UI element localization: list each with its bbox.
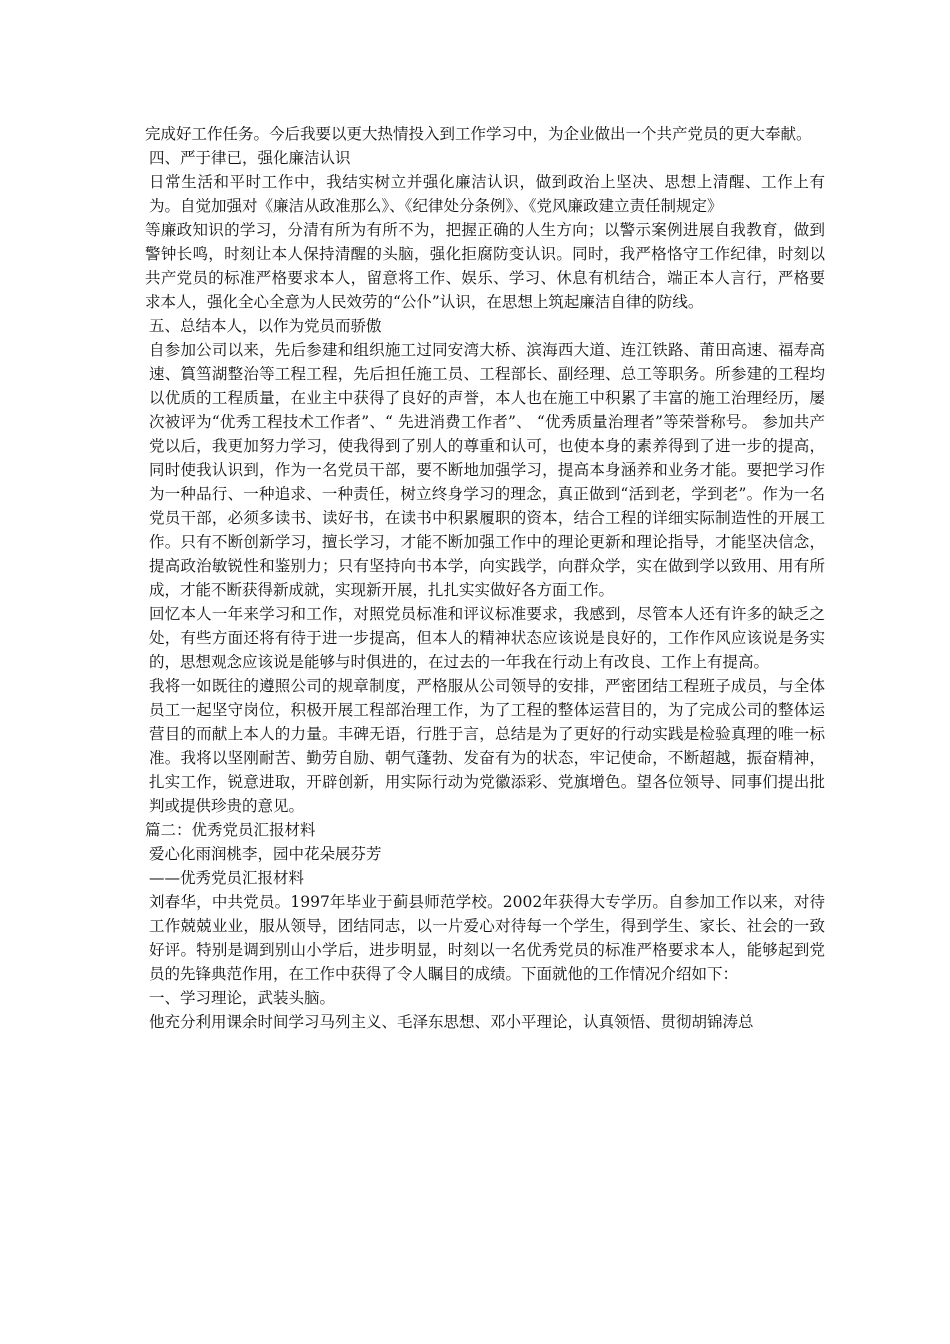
paragraph-year-review: 回忆本人一年来学习和工作，对照党员标准和评议标准要求，我感到，尽管本人还有许多的缺乏之处，有些方面还将有待于进一步提高，但本人的精神状态应该说是良好的，工作作风应该说是务实的，思想观念应该说是能够与时俱进的，在过去的一年我在行动上有改良、工作上有提高。 (149, 605, 825, 671)
section-heading-five: 五、总结本人，以作为党员而骄傲 (149, 317, 382, 335)
paragraph-profile: 刘春华，中共党员。1997年毕业于蓟县师范学校。2002年获得大专学历。自参加工作以来，对待工作兢兢业业，服从领导，团结同志，以一片爱心对待每一个学生，得到学生、家长、社会的一致好评。特别是调到别山小学后，进步明显，时刻以一名优秀党员的标准严格要求本人，能够起到党员的先锋典范作用，在工作中获得了令人瞩目的成绩。下面就他的工作情况介绍如下： (149, 893, 825, 983)
paragraph-commitment: 我将一如既往的遵照公司的规章制度，严格服从公司领导的安排，严密团结工程班子成员，与全体员工一起坚守岗位，积极开展工程部治理工作，为了工程的整体运营目的，为了完成公司的整体运营目的而献上本人的力量。丰碑无语，行胜于言，总结是为了更好的行动实践是检验真理的唯一标准。我将以坚刚耐苦、勤劳自励、朝气蓬勃、发奋有为的状态，牢记使命，不断超越，振奋精神，扎实工作，锐意进取，开辟创新，用实际行动为党徽添彩、党旗增色。望各位领导、同事们提出批判或提供珍贵的意见。 (149, 677, 825, 815)
article-two-subtitle: 爱心化雨润桃李，园中花朵展芬芳 (149, 845, 382, 863)
section-heading-study-theory: 一、学习理论，武装头脑。 (149, 989, 336, 1007)
section-heading-four: 四、严于律已，强化廉洁认识 (149, 149, 351, 167)
paragraph-conclusion-fragment: 完成好工作任务。今后我要以更大热情投入到工作学习中，为企业做出一个共产党员的更大奉献。 (145, 125, 812, 143)
article-two-subheading: ——优秀党员汇报材料 (149, 869, 305, 887)
article-two-title: 篇二：优秀党员汇报材料 (145, 821, 316, 839)
paragraph-work-experience: 自参加公司以来，先后参建和组织施工过同安湾大桥、滨海西大道、连江铁路、莆田高速、福寿高速、篔筜湖整治等工程工程，先后担任施工员、工程部长、副经理、总工等职务。所参建的工程均以优质的工程质量，在业主中获得了良好的声誉，本人也在施工中积累了丰富的施工治理经历，屡次被评为“优秀工程技术工作者”、“ 先进消费工作者”、 “优秀质量治理者”等荣誉称号。 参加共产党以后，我更加努力学习，使我得到了别人的尊重和认可，也使本身的素养得到了进一步的提高，同时使我认识到，作为一名党员干部，要不断地加强学习，提高本身涵养和业务才能。要把学习作为一种品行、一种追求、一种责任，树立终身学习的理念，真正做到“活到老，学到老”。作为一名党员干部，必须多读书、读好书，在读书中积累履职的资本，结合工程的详细实际制造性的开展工作。只有不断创新学习，擅长学习，才能不断加强工作中的理论更新和理论指导，才能坚决信念，提高政治敏锐性和鉴别力；只有坚持向书本学，向实践学，向群众学，实在做到学以致用、用有所成，才能不断获得新成就，实现新开展，扎扎实实做好各方面工作。 (149, 341, 825, 599)
paragraph-integrity-study: 等廉政知识的学习，分清有所为有所不为，把握正确的人生方向；以警示案例进展自我教育，做到警钟长鸣，时刻让本人保持清醒的头脑，强化拒腐防变认识。同时，我严格恪守工作纪律，时刻以共产党员的标准严格要求本人，留意将工作、娱乐、学习、休息有机结合，端正本人言行，严格要求本人，强化全心全意为人民效劳的“公仆”认识，在思想上筑起廉洁自律的防线。 (145, 221, 825, 311)
paragraph-integrity-awareness: 日常生活和平时工作中，我结实树立并强化廉洁认识，做到政治上坚决、思想上清醒、工作上有为。自觉加强对《廉洁从政准那么》、《纪律处分条例》、《党风廉政建立责任制规定》 (149, 173, 825, 215)
paragraph-study-theory: 他充分利用课余时间学习马列主义、毛泽东思想、邓小平理论，认真领悟、贯彻胡锦涛总 (149, 1013, 754, 1031)
document-page (145, 122, 825, 1034)
